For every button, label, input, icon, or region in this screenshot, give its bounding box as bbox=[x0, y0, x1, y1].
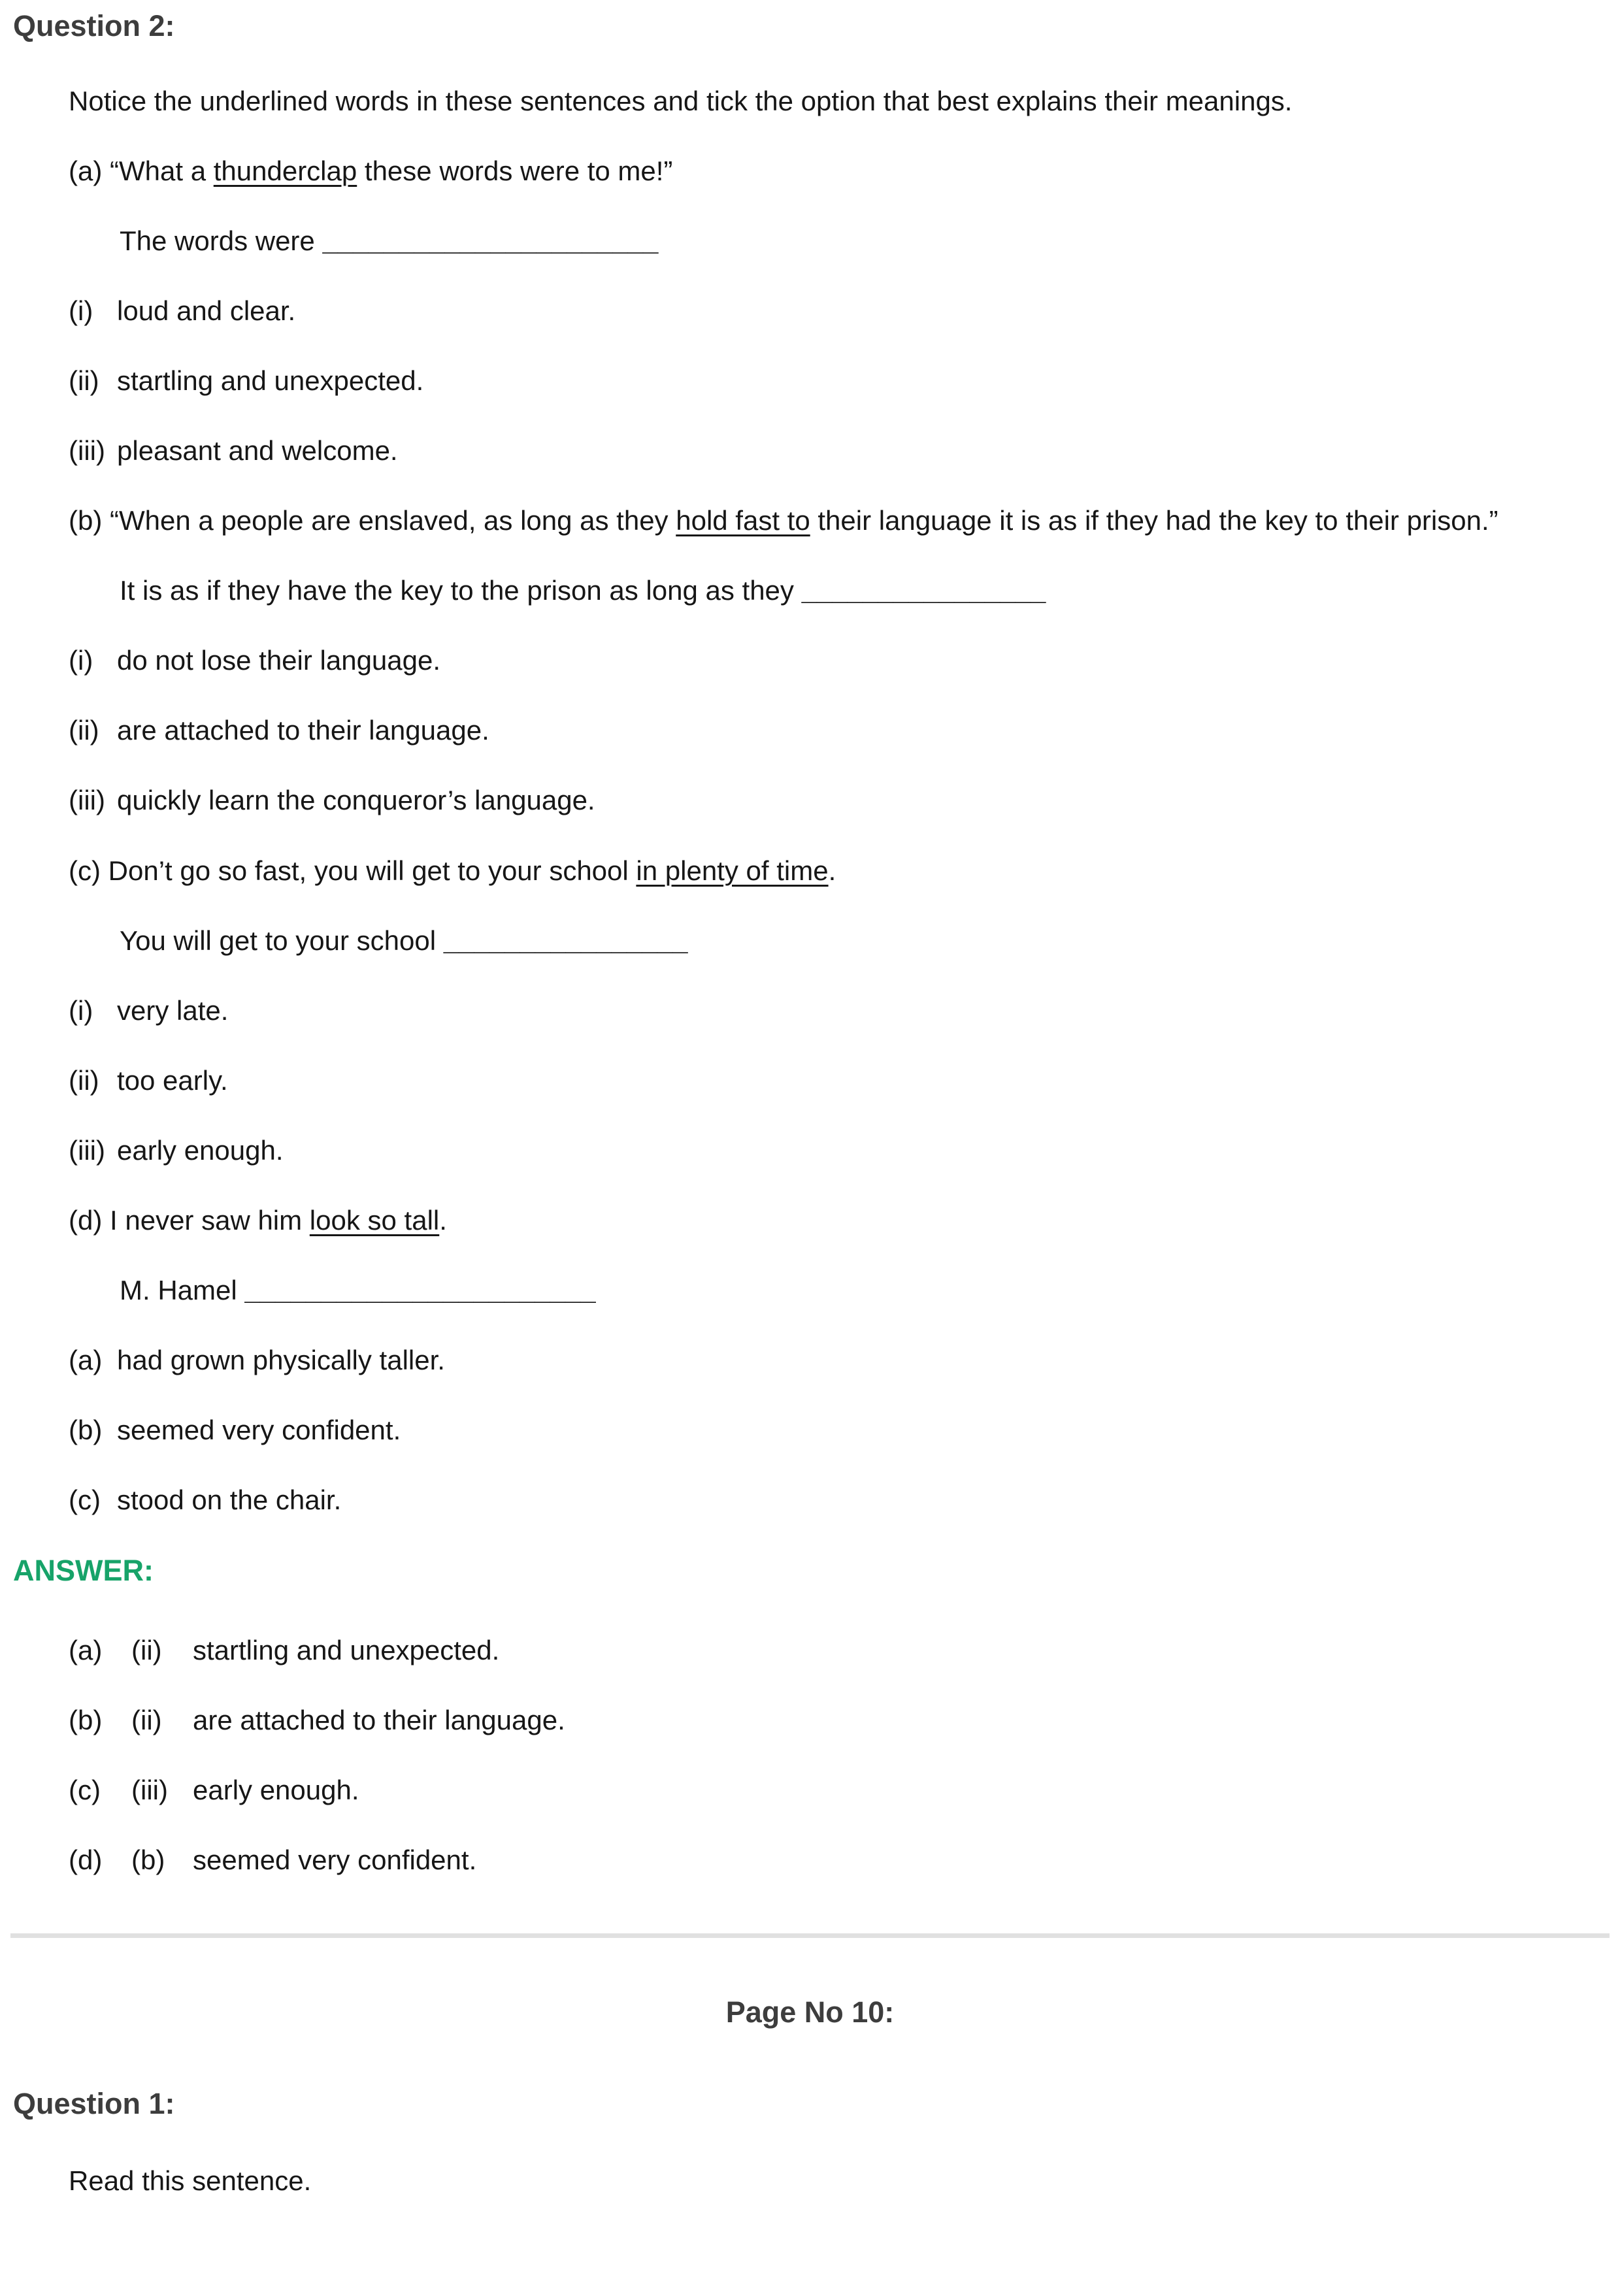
part-label: (a) bbox=[69, 155, 103, 186]
answer-row bbox=[69, 1769, 1578, 1811]
answer-row bbox=[69, 1699, 1578, 1741]
question-1-heading: Question 1: bbox=[13, 2086, 175, 2120]
sentence-prefix: I never saw him bbox=[110, 1205, 310, 1236]
option-row bbox=[69, 989, 1578, 1032]
option-label: (ii) bbox=[69, 1064, 99, 1096]
option-row bbox=[69, 289, 1578, 332]
option-text: pleasant and welcome. bbox=[117, 435, 398, 466]
option-text: are attached to their language. bbox=[117, 715, 489, 746]
part-c-sentence bbox=[69, 849, 1578, 892]
answer-text: are attached to their language. bbox=[193, 1705, 565, 1736]
option-row bbox=[69, 709, 1578, 751]
sentence-suffix: their language it is as if they had the key to their prison.” bbox=[810, 505, 1498, 536]
underlined-phrase: in plenty of time bbox=[636, 855, 829, 886]
answer-choice-label: (b) bbox=[131, 1845, 165, 1876]
answer-part-label: (a) bbox=[69, 1634, 103, 1665]
option-text: seemed very confident. bbox=[117, 1415, 401, 1446]
part-label: (b) bbox=[69, 505, 103, 536]
option-label: (i) bbox=[69, 295, 93, 326]
sentence-prefix: “When a people are enslaved, as long as they bbox=[110, 505, 676, 536]
section-divider bbox=[10, 1933, 1610, 1938]
answer-blank: ________________ bbox=[443, 925, 688, 956]
option-label: (iii) bbox=[69, 1134, 105, 1166]
option-label: (iii) bbox=[69, 785, 105, 816]
option-text: do not lose their language. bbox=[117, 645, 441, 676]
part-a-stem bbox=[120, 220, 1620, 262]
option-label: (i) bbox=[69, 994, 93, 1026]
option-row bbox=[69, 1129, 1578, 1172]
option-row bbox=[69, 1059, 1578, 1102]
part-b-stem bbox=[120, 569, 1620, 612]
answer-text: early enough. bbox=[193, 1775, 359, 1806]
stem-text: It is as if they have the key to the prison as long as they bbox=[120, 575, 794, 606]
option-text: stood on the chair. bbox=[117, 1484, 342, 1516]
answer-choice-label: (ii) bbox=[131, 1634, 162, 1665]
option-text: very late. bbox=[117, 994, 229, 1026]
stem-text: You will get to your school bbox=[120, 925, 437, 956]
answer-blank: ______________________ bbox=[322, 225, 659, 256]
part-b-sentence bbox=[69, 499, 1578, 542]
part-d-sentence bbox=[69, 1199, 1578, 1241]
answer-part-label: (b) bbox=[69, 1705, 103, 1736]
answer-text: startling and unexpected. bbox=[193, 1634, 500, 1665]
answer-heading: ANSWER: bbox=[13, 1554, 154, 1588]
answer-text: seemed very confident. bbox=[193, 1845, 477, 1876]
sentence-suffix: these words were to me!” bbox=[357, 155, 673, 186]
option-label: (a) bbox=[69, 1345, 103, 1376]
option-row bbox=[69, 639, 1578, 681]
sentence-suffix: . bbox=[439, 1205, 447, 1236]
option-row bbox=[69, 1339, 1578, 1381]
page-number-heading: Page No 10: bbox=[725, 1995, 895, 2029]
option-text: early enough. bbox=[117, 1134, 284, 1166]
underlined-phrase: thunderclap bbox=[213, 155, 357, 186]
part-d-stem bbox=[120, 1269, 1620, 1311]
answer-row bbox=[69, 1839, 1578, 1881]
option-label: (i) bbox=[69, 645, 93, 676]
sentence-suffix: . bbox=[828, 855, 836, 886]
question-2-heading: Question 2: bbox=[13, 9, 175, 42]
part-label: (c) bbox=[69, 855, 101, 886]
question-1-intro: Read this sentence. bbox=[69, 2165, 312, 2197]
option-label: (b) bbox=[69, 1415, 103, 1446]
answer-part-label: (c) bbox=[69, 1775, 101, 1806]
option-label: (ii) bbox=[69, 715, 99, 746]
answer-part-label: (d) bbox=[69, 1845, 103, 1876]
answer-blank: _______________________ bbox=[244, 1275, 596, 1306]
answer-blank: ________________ bbox=[801, 575, 1046, 606]
option-label: (c) bbox=[69, 1484, 101, 1516]
option-label: (iii) bbox=[69, 435, 105, 466]
part-c-stem bbox=[120, 919, 1620, 962]
stem-text: M. Hamel bbox=[120, 1275, 237, 1306]
option-row bbox=[69, 1479, 1578, 1521]
underlined-phrase: look so tall bbox=[309, 1205, 440, 1236]
answer-choice-label: (iii) bbox=[131, 1775, 168, 1806]
part-a-sentence bbox=[69, 150, 1578, 192]
sentence-prefix: Don’t go so fast, you will get to your school bbox=[108, 855, 636, 886]
option-label: (ii) bbox=[69, 365, 99, 396]
answer-row bbox=[69, 1629, 1578, 1671]
underlined-phrase: hold fast to bbox=[676, 505, 810, 536]
sentence-prefix: “What a bbox=[110, 155, 214, 186]
option-text: had grown physically taller. bbox=[117, 1345, 445, 1376]
option-text: startling and unexpected. bbox=[117, 365, 424, 396]
option-row bbox=[69, 1409, 1578, 1451]
option-text: quickly learn the conqueror’s language. bbox=[117, 785, 595, 816]
option-text: too early. bbox=[117, 1064, 228, 1096]
option-text: loud and clear. bbox=[117, 295, 296, 326]
part-label: (d) bbox=[69, 1205, 103, 1236]
stem-text: The words were bbox=[120, 225, 315, 256]
option-row bbox=[69, 359, 1578, 402]
option-row bbox=[69, 779, 1578, 821]
option-row bbox=[69, 429, 1578, 472]
answer-choice-label: (ii) bbox=[131, 1705, 162, 1736]
question-2-intro: Notice the underlined words in these sentences and tick the option that best explains their meanings. bbox=[69, 85, 1293, 116]
